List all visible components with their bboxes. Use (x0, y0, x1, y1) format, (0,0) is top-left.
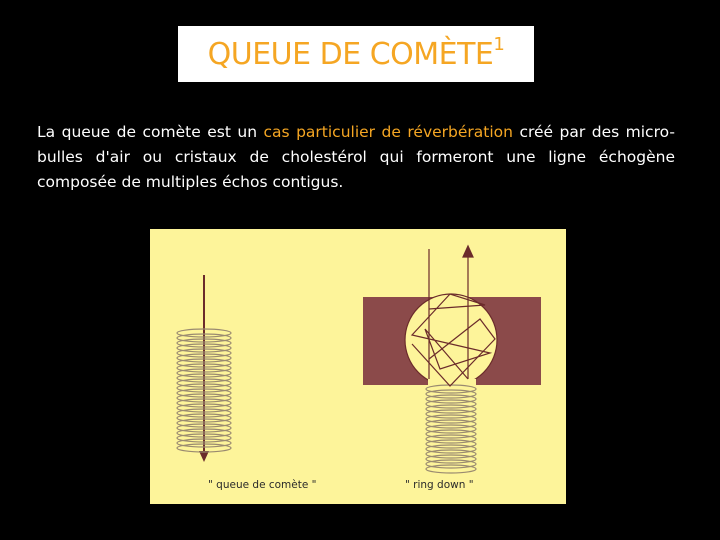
echo-ring (426, 395, 476, 403)
echo-ring (426, 455, 476, 463)
echo-ring (426, 465, 476, 473)
echo-ring (426, 435, 476, 443)
body-paragraph (37, 120, 675, 195)
echo-ring (426, 440, 476, 448)
echo-ring (426, 450, 476, 458)
echo-ring (426, 410, 476, 418)
echo-ring (426, 430, 476, 438)
arrow-head-down (199, 451, 209, 462)
echo-ring (426, 405, 476, 413)
caption-ring-down: " ring down " (405, 479, 474, 491)
artifact-diagram (150, 229, 566, 504)
arrow-head-up (463, 246, 473, 257)
ring-down-rings (426, 385, 476, 473)
ring-down-diagram (363, 246, 541, 473)
paragraph-text-after: créé par des micro-bulles d'air ou cristaux de cholestérol qui formeront une ligne échogène composée de multiples échos contigus. (37, 123, 675, 191)
title-box (178, 26, 534, 82)
paragraph-highlight: cas particulier de réverbération (263, 123, 513, 141)
echo-ring (426, 445, 476, 453)
echo-ring (426, 415, 476, 423)
caption-comet-tail: " queue de comète " (208, 479, 317, 491)
echo-ring (426, 460, 476, 468)
echo-ring (426, 420, 476, 428)
illustration-figure (150, 229, 566, 504)
slide-title: QUEUE DE COMÈTE$^1$ (207, 33, 505, 72)
title-footnote-marker: 1 (493, 33, 505, 55)
echo-ring (426, 390, 476, 398)
echo-ring (426, 425, 476, 433)
paragraph-text-before: La queue de comète est un (37, 123, 264, 141)
comet-tail-diagram (177, 275, 231, 462)
echo-ring (426, 400, 476, 408)
